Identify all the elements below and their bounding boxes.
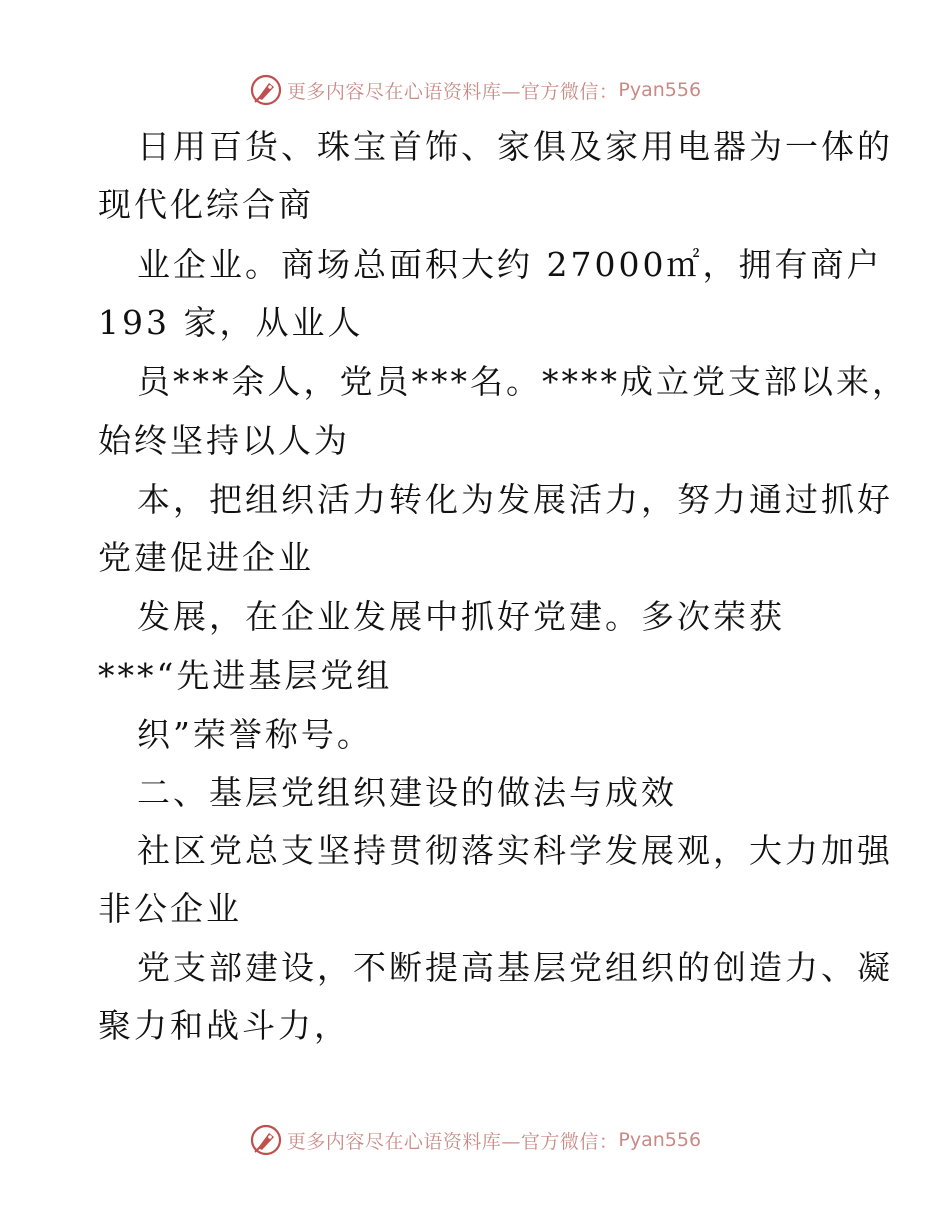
- body-line: 现代化综合商: [98, 185, 314, 224]
- body-line: 发展，在企业发展中抓好党建。多次荣获: [137, 597, 785, 636]
- body-line: 本，把组织活力转化为发展活力，努力通过抓好: [137, 480, 893, 519]
- pen-nib-circle-icon: [249, 73, 283, 107]
- body-line: ***“先进基层党组: [98, 656, 393, 695]
- body-line: 始终坚持以人为: [98, 421, 350, 460]
- watermark-text: 更多内容尽在心语资料库—官方微信：: [286, 1130, 619, 1153]
- body-line: 党支部建设，不断提高基层党组织的创造力、凝: [137, 948, 893, 987]
- body-line: 社区党总支坚持贯彻落实科学发展观，大力加强: [137, 831, 893, 870]
- watermark-wechat-id: Pyan556: [618, 1129, 702, 1151]
- body-line: 员***余人，党员***名。****成立党支部以来，: [137, 362, 908, 401]
- section-heading: 二、基层党组织建设的做法与成效: [137, 773, 677, 812]
- body-line: 非公企业: [98, 889, 242, 928]
- watermark-text: 更多内容尽在心语资料库—官方微信：: [286, 80, 619, 103]
- body-line: 日用百货、珠宝首饰、家俱及家用电器为一体的: [137, 127, 893, 166]
- footer-watermark: [0, 1120, 950, 1160]
- body-line: 193 家，从业人: [98, 303, 364, 342]
- body-line: 织”荣誉称号。: [137, 715, 373, 754]
- pen-nib-circle-icon: [249, 1123, 283, 1157]
- body-line: 业企业。商场总面积大约 27000㎡，拥有商户: [137, 245, 883, 284]
- watermark-wechat-id: Pyan556: [618, 79, 702, 101]
- body-line: 聚力和战斗力，: [98, 1006, 350, 1045]
- body-line: 党建促进企业: [98, 538, 314, 577]
- header-watermark: [0, 70, 950, 110]
